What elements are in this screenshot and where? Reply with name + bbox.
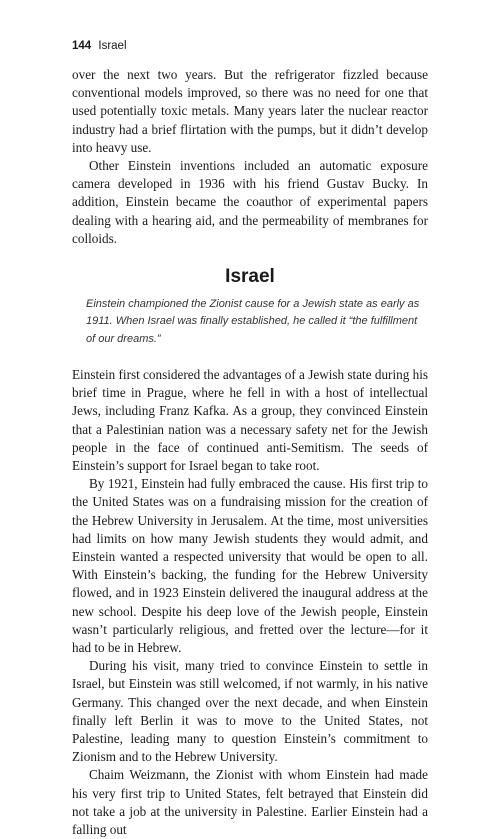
epigraph: Einstein championed the Zionist cause for a Jewish state as early as 1911. When Israel was finally established, he called it “the fulfillment of our dreams.” bbox=[86, 298, 420, 345]
book-page bbox=[72, 38, 428, 839]
section-paragraph-1: Einstein first considered the advantages of a Jewish state during his brief time in Prague, where he fell in with a host of intellectual Jews, including Franz Kafka. As a group, they convinced Einstein that a Palestinian nation was a necessary safety net for the Jewish people in the face of continued anti-Semitism. The seeds of Einstein’s support for Israel began to take root. bbox=[72, 366, 428, 473]
page-number: 144 bbox=[72, 40, 92, 52]
intro-paragraph-2: Other Einstein inventions included an automatic exposure camera developed in 1936 with his friend Gustav Bucky. In addition, Einstein became the coauthor of experimental papers dealing with a hearing aid, and the permeability of membranes for colloids. bbox=[72, 158, 428, 246]
running-head bbox=[72, 38, 428, 54]
section-paragraph-3: During his visit, many tried to convince Einstein to settle in Israel, but Einstein was still welcomed, if not warmly, in his native Germany. This changed over the next decade, and when Einstein finally left Berlin it was to move to the United States, not Palestine, leading many to question Einstein’s commitment to Zionism and to the Hebrew University. bbox=[72, 658, 428, 765]
section-paragraph-2: By 1921, Einstein had fully embraced the cause. His first trip to the United States was on a fundraising mission for the creation of the Hebrew University in Jerusalem. At the time, most universities had limits on how many Jewish students they would admit, and Einstein wanted a respected university that would be open to all. With Einstein’s backing, the funding for the Hebrew University flowed, and in 1923 Einstein delivered the inaugural address at the new school. Despite his deep love of the Jewish people, Einstein wasn’t particularly religious, and fretted over the lecture—for it had to be in Hebrew. bbox=[72, 476, 428, 655]
intro-paragraph-1: over the next two years. But the refrigerator fizzled because conventional models improved, so there was no need for one that used potentially toxic metals. Many years later the nuclear reactor industry had a brief flirtation with the pumps, but it didn’t develop into heavy use. bbox=[72, 67, 428, 155]
running-title: Israel bbox=[98, 40, 127, 52]
section-title: Israel bbox=[225, 266, 275, 288]
section-paragraph-4: Chaim Weizmann, the Zionist with whom Einstein had made his very first trip to United States, felt betrayed that Einstein did not take a job at the university in Palestine. Earlier Einstein had a falling out bbox=[72, 767, 428, 837]
